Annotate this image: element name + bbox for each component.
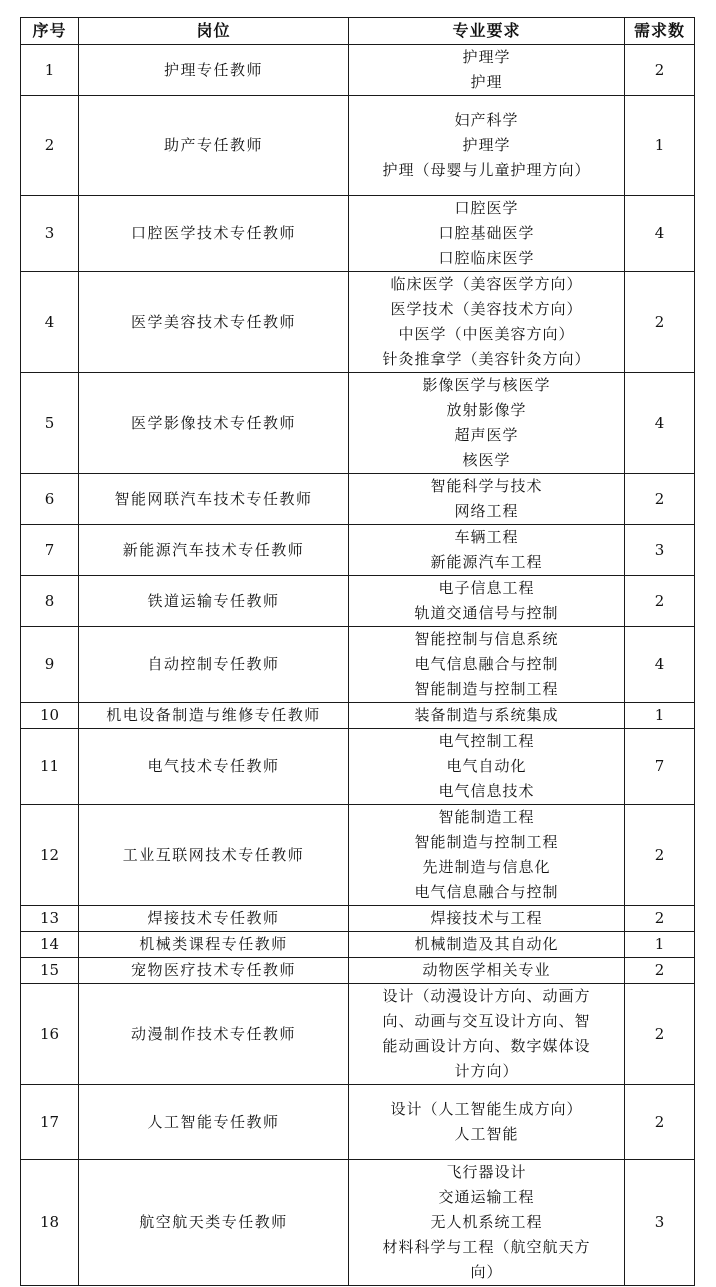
cell-count: 2 — [625, 45, 695, 96]
header-no: 序号 — [21, 18, 79, 45]
cell-position: 新能源汽车技术专任教师 — [79, 525, 349, 576]
requirement-line: 飞行器设计 — [446, 1163, 527, 1181]
cell-count: 2 — [625, 906, 695, 932]
cell-count: 2 — [625, 984, 695, 1085]
requirement-line: 护理学 — [462, 136, 511, 154]
cell-count: 3 — [625, 1160, 695, 1286]
requirement-line: 无人机系统工程 — [430, 1213, 543, 1231]
cell-no: 3 — [21, 196, 79, 272]
requirement-line: 焊接技术与工程 — [430, 909, 543, 927]
requirement-line: 护理 — [470, 73, 503, 91]
table-row — [21, 729, 695, 805]
requirement-line: 智能科学与技术 — [430, 477, 543, 495]
table-row — [21, 196, 695, 272]
cell-count: 3 — [625, 525, 695, 576]
header-requirement: 专业要求 — [349, 18, 625, 45]
cell-position: 智能网联汽车技术专任教师 — [79, 474, 349, 525]
requirement-line: 电气控制工程 — [438, 732, 535, 750]
requirement-line: 向、动画与交互设计方向、智 — [382, 1012, 591, 1030]
table-row — [21, 906, 695, 932]
table-row — [21, 576, 695, 627]
header-position: 岗位 — [79, 18, 349, 45]
cell-count: 2 — [625, 958, 695, 984]
requirement-line: 放射影像学 — [446, 401, 527, 419]
requirement-line: 妇产科学 — [454, 111, 519, 129]
requirement-line: 电气信息技术 — [438, 782, 535, 800]
cell-no: 13 — [21, 906, 79, 932]
cell-requirement — [349, 272, 625, 373]
cell-requirement — [349, 474, 625, 525]
cell-requirement — [349, 627, 625, 703]
requirement-line: 口腔临床医学 — [438, 249, 535, 267]
requirement-line: 轨道交通信号与控制 — [414, 604, 559, 622]
table-row — [21, 272, 695, 373]
header-count: 需求数 — [625, 18, 695, 45]
cell-no: 4 — [21, 272, 79, 373]
cell-count: 4 — [625, 373, 695, 474]
cell-no: 11 — [21, 729, 79, 805]
cell-no: 15 — [21, 958, 79, 984]
requirement-line: 电子信息工程 — [438, 579, 535, 597]
table-row — [21, 984, 695, 1085]
requirement-line: 设计（动漫设计方向、动画方 — [382, 987, 591, 1005]
requirement-line: 智能控制与信息系统 — [414, 630, 559, 648]
requirement-line: 电气信息融合与控制 — [414, 655, 559, 673]
cell-position: 焊接技术专任教师 — [79, 906, 349, 932]
cell-requirement — [349, 576, 625, 627]
requirement-line: 超声医学 — [454, 426, 519, 444]
table-row — [21, 45, 695, 96]
requirement-line: 电气信息融合与控制 — [414, 883, 559, 901]
table-row — [21, 525, 695, 576]
requirement-line: 临床医学（美容医学方向） — [390, 275, 583, 293]
requirement-line: 智能制造工程 — [438, 808, 535, 826]
cell-position: 自动控制专任教师 — [79, 627, 349, 703]
requirement-line: 人工智能 — [454, 1125, 519, 1143]
cell-requirement — [349, 373, 625, 474]
requirement-line: 向） — [470, 1263, 503, 1281]
cell-no: 18 — [21, 1160, 79, 1286]
requirement-line: 设计（人工智能生成方向） — [390, 1100, 583, 1118]
cell-position: 机电设备制造与维修专任教师 — [79, 703, 349, 729]
cell-requirement — [349, 196, 625, 272]
cell-count: 4 — [625, 196, 695, 272]
cell-no: 6 — [21, 474, 79, 525]
cell-position: 动漫制作技术专任教师 — [79, 984, 349, 1085]
cell-position: 铁道运输专任教师 — [79, 576, 349, 627]
requirement-line: 装备制造与系统集成 — [414, 706, 559, 724]
requirement-line: 网络工程 — [454, 502, 519, 520]
requirement-line: 护理学 — [462, 48, 511, 66]
cell-no: 9 — [21, 627, 79, 703]
cell-count: 2 — [625, 576, 695, 627]
table-row — [21, 96, 695, 196]
requirement-line: 能动画设计方向、数字媒体设 — [382, 1037, 591, 1055]
requirement-line: 机械制造及其自动化 — [414, 935, 559, 953]
table-row — [21, 703, 695, 729]
requirement-line: 动物医学相关专业 — [422, 961, 551, 979]
cell-count: 2 — [625, 805, 695, 906]
requirement-line: 新能源汽车工程 — [430, 553, 543, 571]
requirement-line: 口腔医学 — [454, 199, 519, 217]
document-page — [20, 17, 695, 1286]
requirement-line: 口腔基础医学 — [438, 224, 535, 242]
cell-requirement — [349, 703, 625, 729]
cell-count: 2 — [625, 1085, 695, 1160]
cell-position: 电气技术专任教师 — [79, 729, 349, 805]
cell-position: 宠物医疗技术专任教师 — [79, 958, 349, 984]
table-row — [21, 474, 695, 525]
cell-position: 护理专任教师 — [79, 45, 349, 96]
cell-no: 1 — [21, 45, 79, 96]
cell-no: 16 — [21, 984, 79, 1085]
cell-position: 机械类课程专任教师 — [79, 932, 349, 958]
cell-requirement — [349, 96, 625, 196]
cell-no: 17 — [21, 1085, 79, 1160]
cell-position: 医学美容技术专任教师 — [79, 272, 349, 373]
cell-no: 12 — [21, 805, 79, 906]
cell-count: 1 — [625, 932, 695, 958]
cell-position: 医学影像技术专任教师 — [79, 373, 349, 474]
cell-position: 助产专任教师 — [79, 96, 349, 196]
cell-requirement — [349, 958, 625, 984]
cell-requirement — [349, 729, 625, 805]
table-row — [21, 373, 695, 474]
requirement-line: 针灸推拿学（美容针灸方向） — [382, 350, 591, 368]
cell-position: 人工智能专任教师 — [79, 1085, 349, 1160]
requirement-line: 护理（母婴与儿童护理方向） — [382, 161, 591, 179]
requirement-line: 车辆工程 — [454, 528, 519, 546]
table-row — [21, 958, 695, 984]
cell-requirement — [349, 932, 625, 958]
cell-requirement — [349, 805, 625, 906]
cell-position: 航空航天类专任教师 — [79, 1160, 349, 1286]
cell-requirement — [349, 1085, 625, 1160]
table-row — [21, 1160, 695, 1286]
requirement-line: 核医学 — [462, 451, 511, 469]
table-header-row — [21, 18, 695, 45]
requirement-line: 交通运输工程 — [438, 1188, 535, 1206]
requirement-line: 计方向） — [454, 1062, 519, 1080]
cell-requirement — [349, 45, 625, 96]
cell-count: 1 — [625, 96, 695, 196]
cell-no: 5 — [21, 373, 79, 474]
table-row — [21, 932, 695, 958]
recruitment-table — [20, 17, 695, 1286]
requirement-line: 材料科学与工程（航空航天方 — [382, 1238, 591, 1256]
table-row — [21, 1085, 695, 1160]
cell-requirement — [349, 984, 625, 1085]
table-row — [21, 627, 695, 703]
cell-position: 口腔医学技术专任教师 — [79, 196, 349, 272]
cell-no: 10 — [21, 703, 79, 729]
cell-requirement — [349, 906, 625, 932]
requirement-line: 医学技术（美容技术方向） — [390, 300, 583, 318]
cell-no: 14 — [21, 932, 79, 958]
requirement-line: 先进制造与信息化 — [422, 858, 551, 876]
cell-count: 7 — [625, 729, 695, 805]
requirement-line: 中医学（中医美容方向） — [398, 325, 575, 343]
cell-no: 8 — [21, 576, 79, 627]
cell-count: 2 — [625, 272, 695, 373]
cell-no: 2 — [21, 96, 79, 196]
cell-count: 1 — [625, 703, 695, 729]
cell-requirement — [349, 1160, 625, 1286]
requirement-line: 电气自动化 — [446, 757, 527, 775]
cell-position: 工业互联网技术专任教师 — [79, 805, 349, 906]
requirement-line: 智能制造与控制工程 — [414, 833, 559, 851]
requirement-line: 影像医学与核医学 — [422, 376, 551, 394]
cell-count: 2 — [625, 474, 695, 525]
table-row — [21, 805, 695, 906]
requirement-line: 智能制造与控制工程 — [414, 680, 559, 698]
cell-no: 7 — [21, 525, 79, 576]
cell-requirement — [349, 525, 625, 576]
cell-count: 4 — [625, 627, 695, 703]
table-body — [21, 45, 695, 1286]
